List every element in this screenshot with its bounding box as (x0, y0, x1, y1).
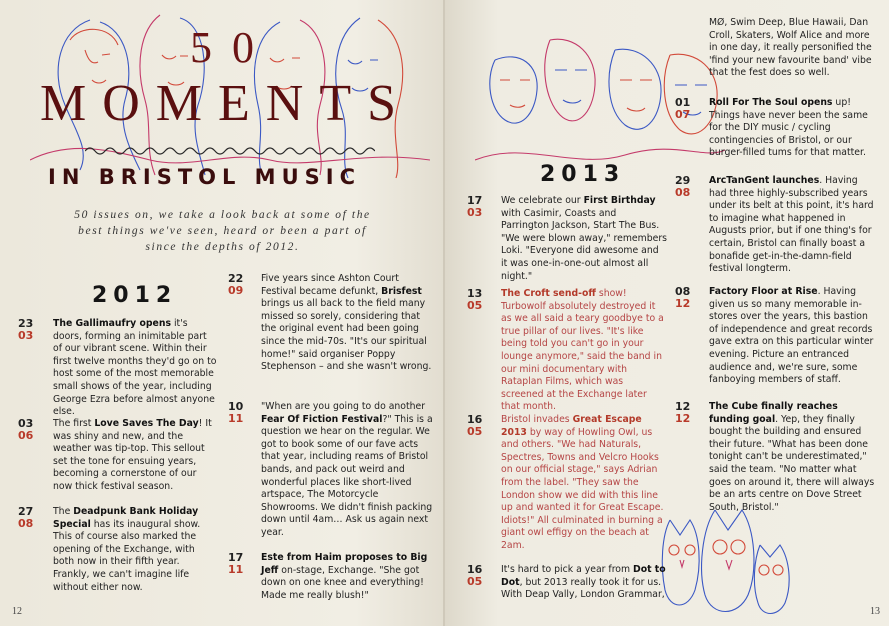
entry-date: 17 11 (228, 551, 244, 576)
title-number: 50 (190, 23, 274, 72)
page-number-left: 12 (12, 606, 22, 617)
year-heading-2013: 2013 (540, 162, 626, 187)
entry-text: It's hard to pick a year from Dot to Dot, but 2013 really took it for us. With Deap Vally, London Grammar, (501, 564, 666, 601)
right-page (445, 0, 889, 626)
timeline-entry (675, 401, 875, 514)
timeline-entry (18, 506, 218, 594)
owl-illustration (660, 505, 800, 620)
entry-text: Roll For The Soul opens up! Things have never been the same for the DIY music / cycling contingencies of Bristol, or our burger-filled tums for that matter. (709, 97, 868, 159)
intro-text: 50 issues on, we take a look back at some of the best things we've seen, heard or been a part of since the depths of 2012. (74, 209, 371, 253)
entry-text: Factory Floor at Rise. Having given us so many memorable in-stores over the years, this bastion of independence and great records gave extra on this particular winter evening. Picture an entranced audience and, we're sure, some fanboying members of staff. (709, 286, 874, 386)
entry-text: Five years since Ashton Court Festival became defunkt, Brisfest brings us all back to the field many missed so sorely, considering that the original event had been going since the mid-70s. "It's our spiritual home!" said organiser Poppy Stephenson – and she wasn't wrong. (261, 273, 432, 373)
entry-text: MØ, Swim Deep, Blue Hawaii, Dan Croll, Skaters, Wolf Alice and more in one day, it really personified the 'find your new favourite band' vibe that the fest does so well. (709, 17, 872, 79)
entry-text: ArcTanGent launches. Having had three highly-subscribed years under its belt at this point, it's hard to imagine what happened in Augusts prior, but if one thing's for certain, Bristol can finally boast a bonafide get-in-the-damn-field festival longterm. (709, 175, 874, 275)
year-heading-2012: 2012 (92, 283, 178, 308)
title-subtitle: IN BRISTOL MUSIC (48, 165, 361, 189)
timeline-entry (228, 552, 433, 602)
entry-date: 16 05 (467, 413, 483, 438)
timeline-entry (228, 273, 433, 374)
timeline-entry (228, 401, 433, 540)
entry-text: We celebrate our First Birthday with Casimir, Coasts and Parrington Jackson, Start The Bus. "We were blown away," remembers Loki. "Everyone did awesome and it was one-in-one-out almost all night." (501, 195, 667, 282)
entry-text: Bristol invades Great Escape 2013 by way of Howling Owl, us and others. "We had Naturals, Spectres, Towns and Velcro Hooks on our official stage," says Adrian from the label. "They saw the London show we did with this line up and wanted it for Great Escape. Idiots!" All culminated in burning a giant owl effigy on the beach at 2am. (501, 414, 664, 551)
entry-date: 23 03 (18, 317, 34, 342)
entry-date: 01 07 (675, 96, 691, 121)
entry-date: 16 05 (467, 563, 483, 588)
timeline-entry (467, 414, 667, 553)
entry-text: Este from Haim proposes to Big Jeff on-stage, Exchange. "She got down on one knee and everything! Made me really blush!" (261, 552, 428, 601)
timeline-entry-continued (675, 17, 875, 80)
timeline-entry (18, 318, 218, 419)
entry-date: 22 09 (228, 272, 244, 297)
left-page (0, 0, 444, 626)
entry-date: 13 05 (467, 287, 483, 312)
entry-text: The Deadpunk Bank Holiday Special has its inaugural show. This of course also marked the opening of the Exchange, with both now in their fifth year. Frankly, we can't imagine life without either now. (53, 506, 201, 593)
entry-date: 10 11 (228, 400, 244, 425)
entry-date: 12 12 (675, 400, 691, 425)
entry-date: 27 08 (18, 505, 34, 530)
title-main: MOMENTS (40, 75, 413, 132)
entry-text: The Croft send-off show! Turbowolf absolutely destroyed it as we all said a teary goodbye to a true pillar of our lives. "It's like being told you can't go in your lounge anymore," said the band in our mini documentary with Rataplan Films, which was screened at the Exchange later that month. (501, 288, 664, 413)
entry-text: The Gallimaufry opens it's doors, forming an inimitable part of our vibrant scene. Within their first twelve months they'd go on to host some of the most memorable small shows of the year, including George Ezra before almost anyone else. (53, 318, 217, 418)
entry-date: 08 12 (675, 285, 691, 310)
entry-text: "When are you going to do another Fear Of Fiction Festival?" This is a question we hear on the regular. We got to book some of our fave acts that year, including reams of Bristol bands, and pack out weird and wonderful places like short-lived artspace, The Motorcycle Showrooms. We didn't finish packing down until 4am… Ask us again next year. (261, 401, 433, 538)
entry-date: 29 08 (675, 174, 691, 199)
timeline-entry (467, 564, 667, 602)
timeline-entry (467, 195, 667, 283)
wavy-divider (85, 144, 375, 158)
entry-date: 17 03 (467, 194, 483, 219)
timeline-entry (18, 418, 218, 494)
entry-date: 03 06 (18, 417, 34, 442)
timeline-entry (675, 97, 875, 160)
entry-text: The first Love Saves The Day! It was shiny and new, and the weather was tip-top. This sellout set the tone for ensuing years, becoming a cornerstone of our now thick festival season. (53, 418, 212, 492)
page-number-right: 13 (870, 606, 880, 617)
timeline-entry (675, 175, 875, 276)
timeline-entry (467, 288, 667, 414)
timeline-entry (675, 286, 875, 387)
entry-text: The Cube finally reaches funding goal. Yep, they finally bought the building and ensured their future. "What has been done tonight can't be underestimated," said the team. "No matter what goes on around it, there will always be an arts centre on Dove Street South, Bristol." (709, 401, 875, 513)
